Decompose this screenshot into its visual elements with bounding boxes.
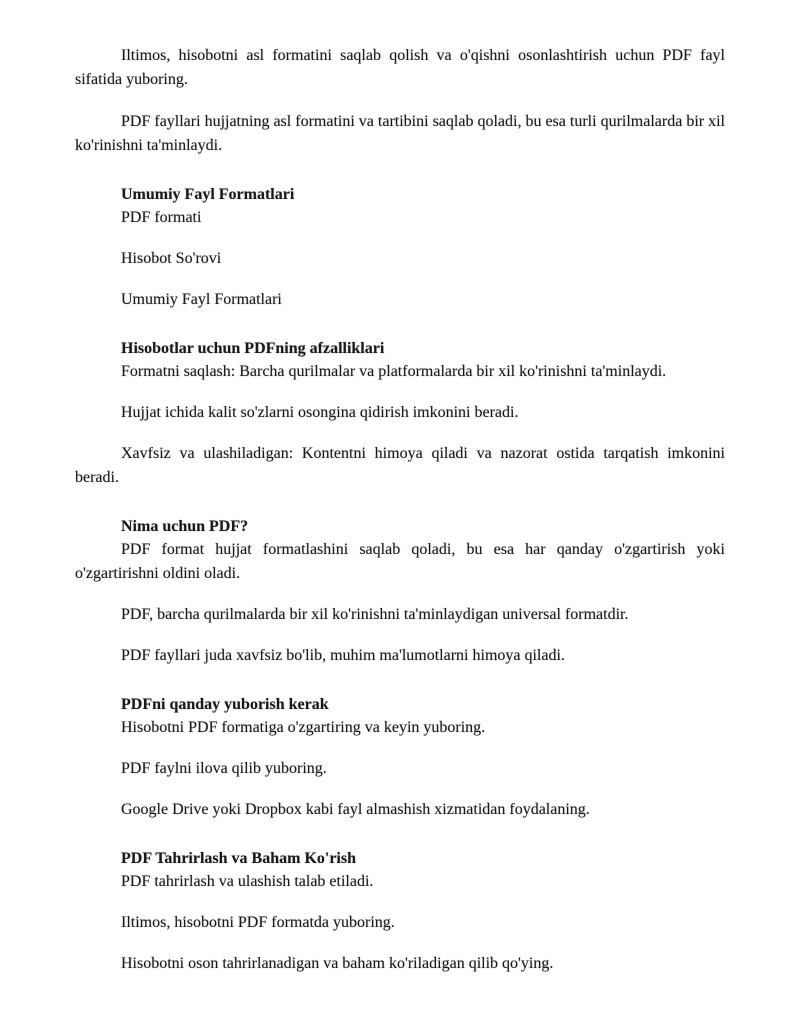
section-item: PDF fayllari juda xavfsiz bo'lib, muhim ma'lumotlarni himoya qiladi.: [121, 647, 565, 664]
section-item: Hisobot So'rovi: [121, 250, 222, 267]
section-file-formats: [75, 184, 725, 312]
section-why-pdf: [75, 516, 725, 668]
section-item: Hisobotni oson tahrirlanadigan va baham ko'riladigan qilib qo'ying.: [121, 955, 554, 972]
intro-paragraph-2: PDF fayllari hujjatning asl formatini va tartibini saqlab qoladi, bu esa turli qurilmalarda bir xil ko'rinishni ta'minlaydi.: [75, 113, 725, 154]
section-item: Formatni saqlash: Barcha qurilmalar va platformalarda bir xil ko'rinishni ta'minlaydi.: [121, 363, 667, 380]
section-heading: Hisobotlar uchun PDFning afzalliklari: [121, 340, 385, 357]
section-item: Hisobotni PDF formatiga o'zgartiring va keyin yuboring.: [121, 719, 486, 736]
section-item: PDF tahrirlash va ulashish talab etiladi.: [121, 873, 374, 890]
section-item: PDF, barcha qurilmalarda bir xil ko'rinishni ta'minlaydigan universal formatdir.: [121, 606, 629, 623]
section-item: Google Drive yoki Dropbox kabi fayl almashish xizmatidan foydalaning.: [121, 801, 590, 818]
section-item: PDF formati: [121, 209, 202, 226]
section-edit-share: [75, 848, 725, 976]
section-heading: PDFni qanday yuborish kerak: [121, 696, 329, 713]
section-heading: PDF Tahrirlash va Baham Ko'rish: [121, 850, 356, 867]
section-item: PDF faylni ilova qilib yuboring.: [121, 760, 327, 777]
section-item: Hujjat ichida kalit so'zlarni osongina qidirish imkonini beradi.: [121, 404, 519, 421]
section-item: Iltimos, hisobotni PDF formatda yuboring.: [121, 914, 395, 931]
intro-paragraph-1: Iltimos, hisobotni asl formatini saqlab qolish va o'qishni osonlashtirish uchun PDF fayl sifatida yuboring.: [75, 47, 725, 88]
section-heading: Nima uchun PDF?: [121, 518, 249, 535]
section-item: Xavfsiz va ulashiladigan: Kontentni himoya qiladi va nazorat ostida tarqatish imkonini beradi.: [75, 445, 725, 486]
section-item: Umumiy Fayl Formatlari: [121, 291, 282, 308]
section-heading: Umumiy Fayl Formatlari: [121, 186, 295, 203]
section-pdf-advantages: [75, 338, 725, 490]
section-item: PDF format hujjat formatlashini saqlab qoladi, bu esa har qanday o'zgartirish yoki o'zgartirishni oldini oladi.: [75, 541, 725, 582]
section-how-to-send: [75, 694, 725, 822]
